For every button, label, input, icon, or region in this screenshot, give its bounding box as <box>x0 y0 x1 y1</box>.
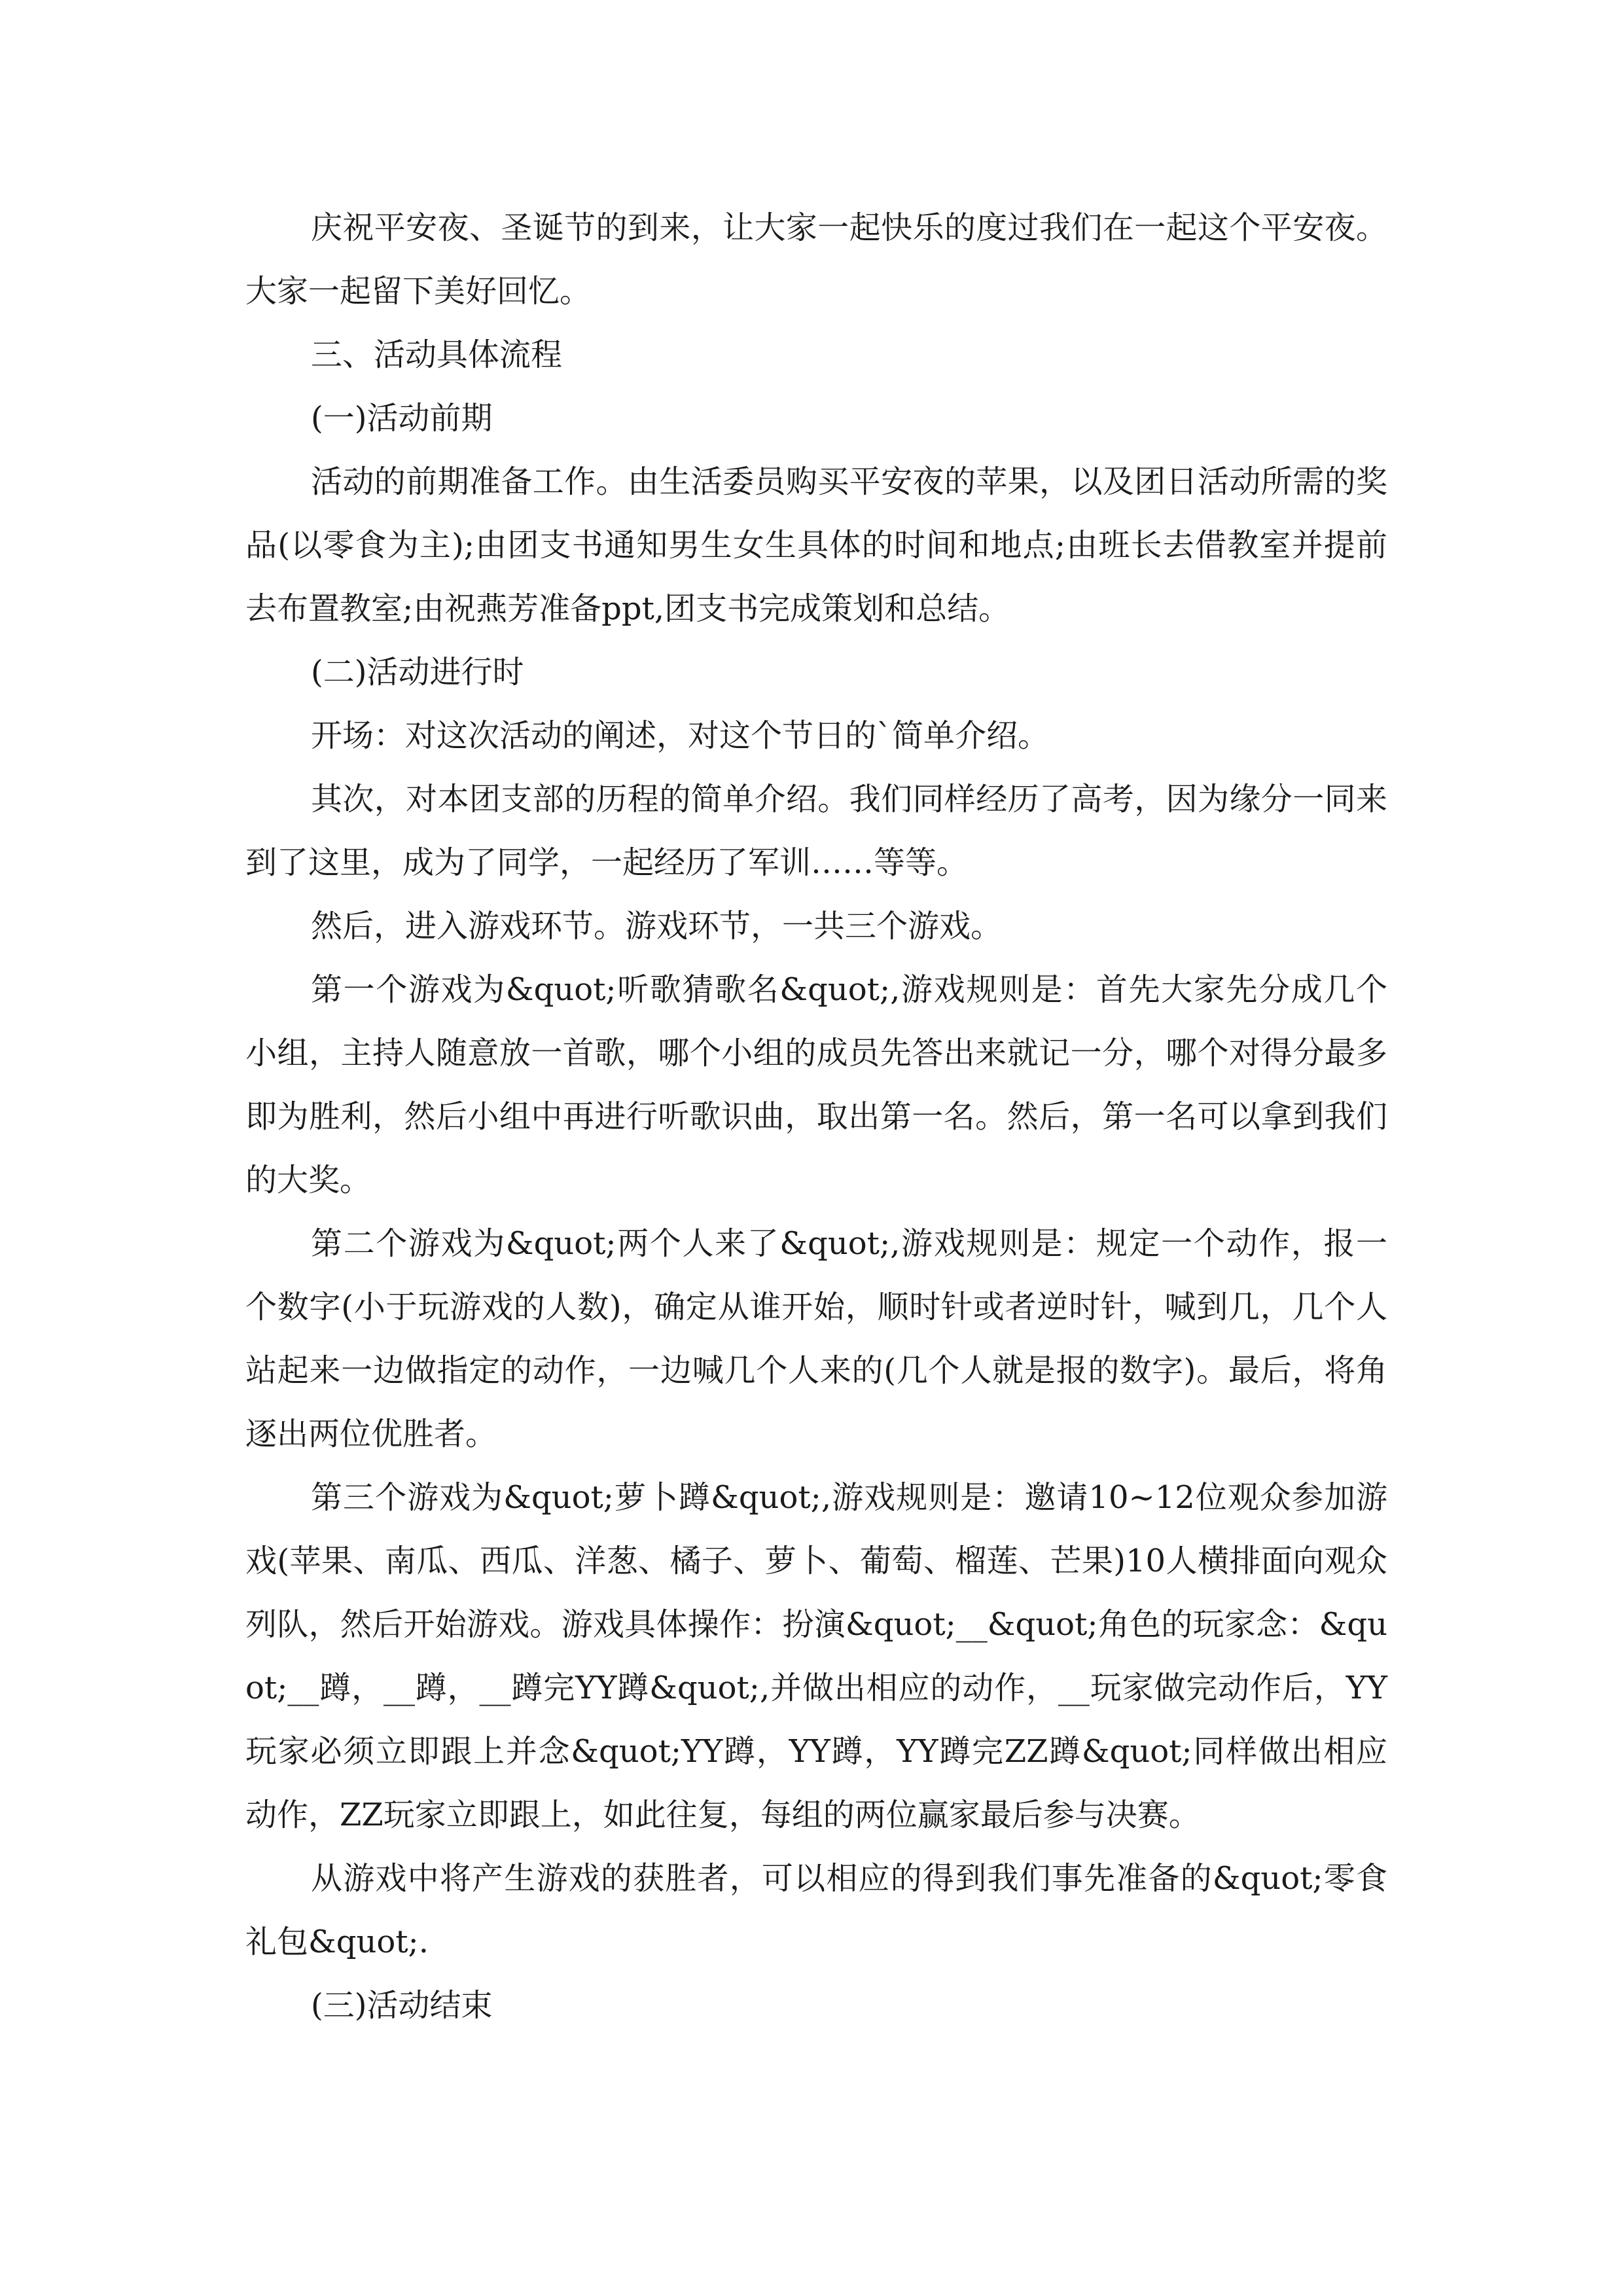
paragraph-games-intro: 然后，进入游戏环节。游戏环节，一共三个游戏。 <box>311 908 1003 944</box>
document-body <box>245 196 1387 2037</box>
subheading-activity-end: (三)活动结束 <box>311 1987 493 2024</box>
subheading-pre-activity: (一)活动前期 <box>311 400 493 437</box>
subheading-in-progress: (二)活动进行时 <box>311 654 524 691</box>
paragraph-game-one: 第一个游戏为&quot;听歌猜歌名&quot;,游戏规则是：首先大家先分成几个小组，主持人随意放一首歌，哪个小组的成员先答出来就记一分，哪个对得分最多即为胜利，然后小组中再进行听歌识曲，取出第一名。然后，第一名可以拿到我们的大奖。 <box>245 971 1387 1198</box>
paragraph-history: 其次，对本团支部的历程的简单介绍。我们同样经历了高考，因为缘分一同来到了这里，成为了同学，一起经历了军训……等等。 <box>245 781 1387 881</box>
paragraph-preparation: 活动的前期准备工作。由生活委员购买平安夜的苹果，以及团日活动所需的奖品(以零食为主);由团支书通知男生女生具体的时间和地点;由班长去借教室并提前去布置教室;由祝燕芳准备ppt,团支书完成策划和总结。 <box>245 463 1387 627</box>
paragraph-opening: 开场：对这次活动的阐述，对这个节日的`简单介绍。 <box>311 717 1050 754</box>
paragraph-intro: 庆祝平安夜、圣诞节的到来，让大家一起快乐的度过我们在一起这个平安夜。大家一起留下美好回忆。 <box>245 209 1387 310</box>
paragraph-winners: 从游戏中将产生游戏的获胜者，可以相应的得到我们事先准备的&quot;零食礼包&quot;. <box>245 1860 1387 1960</box>
section-heading-process: 三、活动具体流程 <box>311 336 563 373</box>
paragraph-game-three: 第三个游戏为&quot;萝卜蹲&quot;,游戏规则是：邀请10~12位观众参加游戏(苹果、南瓜、西瓜、洋葱、橘子、萝卜、葡萄、榴莲、芒果)10人横排面向观众列队，然后开始游戏。游戏具体操作：扮演&quot;__&quot;角色的玩家念：&quot;__蹲，__蹲，__蹲完YY蹲&quot;,并做出相应的动作，__玩家做完动作后，YY玩家必须立即跟上并念&quot;YY蹲，YY蹲，YY蹲完ZZ蹲&quot;同样做出相应动作，ZZ玩家立即跟上，如此往复，每组的两位赢家最后参与决赛。 <box>245 1479 1387 1833</box>
paragraph-game-two: 第二个游戏为&quot;两个人来了&quot;,游戏规则是：规定一个动作，报一个数字(小于玩游戏的人数)，确定从谁开始，顺时针或者逆时针，喊到几，几个人站起来一边做指定的动作，一边喊几个人来的(几个人就是报的数字)。最后，将角逐出两位优胜者。 <box>245 1225 1387 1452</box>
